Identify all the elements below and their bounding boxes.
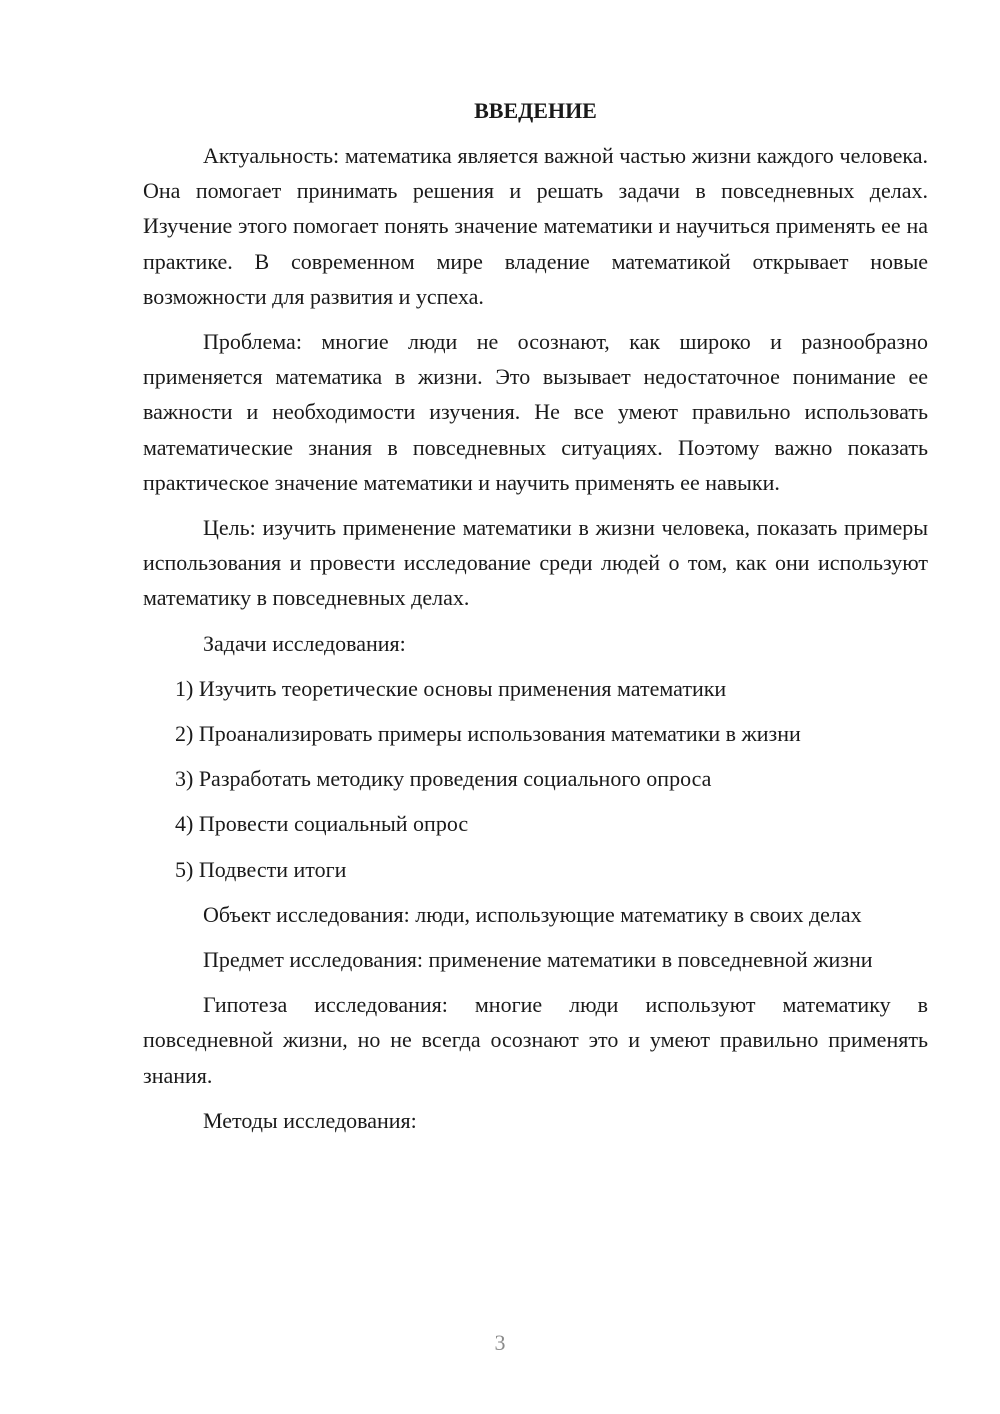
- tasks-heading: Задачи исследования:: [203, 630, 406, 656]
- goal-paragraph: Цель: изучить применение математики в жизни человека, показать примеры использования и провести исследование среди людей о том, как они используют математику в повседневных делах.: [143, 515, 928, 611]
- problem-paragraph: Проблема: многие люди не осознают, как широко и разнообразно применяется математика в жизни. Это вызывает недостаточное понимание ее важности и необходимости изучения. Не все умеют правильно использовать математические знания в повседневных ситуациях. Поэтому важно показать практическое значение математики и научить применять ее навыки.: [143, 329, 928, 495]
- task-item: 3) Разработать методику проведения социального опроса: [175, 766, 712, 792]
- page-title: ВВЕДЕНИЕ: [474, 98, 597, 123]
- tasks-list: [143, 671, 928, 887]
- task-item: 4) Провести социальный опрос: [175, 811, 469, 837]
- task-item: 2) Проанализировать примеры использования математики в жизни: [175, 721, 801, 747]
- page-content: [143, 93, 928, 1148]
- subject-paragraph: Предмет исследования: применение математики в повседневной жизни: [203, 947, 873, 973]
- hypothesis-paragraph: Гипотеза исследования: многие люди используют математику в повседневной жизни, но не всегда осознают это и умеют правильно применять знания.: [143, 992, 928, 1088]
- object-paragraph: Объект исследования: люди, использующие математику в своих делах: [203, 901, 862, 927]
- page-number: 3: [494, 1330, 506, 1355]
- methods-heading: Методы исследования:: [203, 1107, 417, 1133]
- task-item: 5) Подвести итоги: [175, 856, 347, 882]
- task-item: 1) Изучить теоретические основы применения математики: [175, 675, 727, 701]
- relevance-paragraph: Актуальность: математика является важной частью жизни каждого человека. Она помогает принимать решения и решать задачи в повседневных делах. Изучение этого помогает понять значение математики и научиться применять ее на практике. В современном мире владение математикой открывает новые возможности для развития и успеха.: [143, 143, 928, 309]
